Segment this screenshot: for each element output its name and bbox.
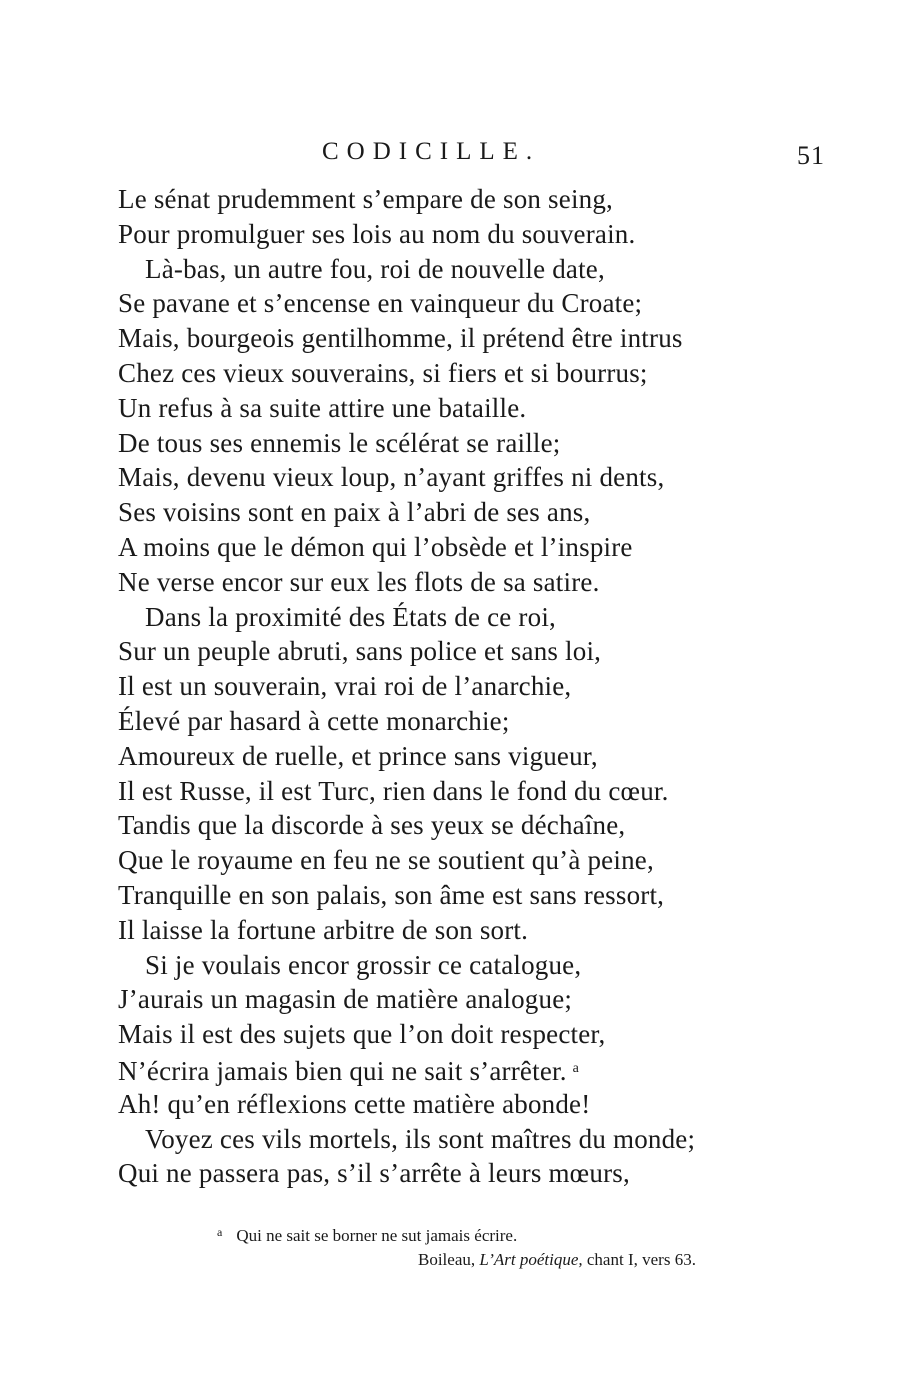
verse-line-text: Mais, devenu vieux loup, n’ayant griffes ni dents,: [118, 462, 665, 493]
verse-line: [118, 808, 798, 843]
verse-line-text: Il est un souverain, vrai roi de l’anarchie,: [118, 671, 572, 702]
footnote-source-author: Boileau,: [418, 1250, 476, 1269]
verse-line-text: Mais, bourgeois gentilhomme, il prétend être intrus: [118, 323, 683, 354]
verse-line: [118, 1087, 798, 1122]
verse-body: [118, 182, 798, 1191]
footnote-text: Qui ne sait se borner ne sut jamais écrire.: [236, 1226, 518, 1245]
verse-line: [118, 286, 798, 321]
verse-line: [118, 913, 798, 948]
verse-line-text: Ne verse encor sur eux les flots de sa satire.: [118, 566, 600, 597]
verse-line: [118, 252, 798, 287]
verse-line-text: Élevé par hasard à cette monarchie;: [118, 705, 510, 736]
verse-line: [118, 391, 798, 426]
verse-line-text: Qui ne passera pas, s’il s’arrête à leurs mœurs,: [118, 1158, 630, 1189]
verse-line-text: A moins que le démon qui l’obsède et l’inspire: [118, 531, 633, 562]
verse-line-text: J’aurais un magasin de matière analogue;: [118, 984, 573, 1015]
verse-line-text: De tous ses ennemis le scélérat se raille;: [118, 427, 561, 458]
footnote-marker: a: [572, 1060, 580, 1076]
verse-line: [118, 321, 798, 356]
verse-line: [118, 739, 798, 774]
running-head: [0, 132, 900, 172]
verse-line-text: Voyez ces vils mortels, ils sont maîtres du monde;: [145, 1123, 696, 1154]
verse-line: [118, 948, 798, 983]
verse-line: [118, 634, 798, 669]
verse-line: [118, 704, 798, 739]
verse-line: [118, 1156, 798, 1191]
verse-line: [118, 669, 798, 704]
verse-line: [118, 565, 798, 600]
footnote-letter: a: [217, 1225, 223, 1239]
footnote-source-location: chant I, vers 63.: [586, 1250, 696, 1269]
footnote-source: [418, 1248, 696, 1272]
verse-line: [118, 530, 798, 565]
running-title: CODICILLE.: [322, 138, 541, 165]
verse-line-text: Pour promulguer ses lois au nom du souverain.: [118, 218, 636, 249]
verse-line: [118, 600, 798, 635]
verse-line-text: Chez ces vieux souverains, si fiers et si bourrus;: [118, 357, 648, 388]
verse-line: [118, 217, 798, 252]
verse-line-text: Tranquille en son palais, son âme est sans ressort,: [118, 879, 665, 910]
verse-line: [118, 774, 798, 809]
verse-line-text: Là-bas, un autre fou, roi de nouvelle date,: [145, 253, 605, 284]
verse-line-text: Ses voisins sont en paix à l’abri de ses ans,: [118, 497, 591, 528]
verse-line-text: Mais il est des sujets que l’on doit respecter,: [118, 1019, 606, 1050]
verse-line: [118, 878, 798, 913]
verse-line-text: Amoureux de ruelle, et prince sans vigueur,: [118, 740, 598, 771]
verse-line-text: Un refus à sa suite attire une bataille.: [118, 392, 527, 423]
verse-line: [118, 1122, 798, 1157]
verse-line: [118, 1052, 798, 1087]
verse-line-text: Tandis que la discorde à ses yeux se déchaîne,: [118, 810, 626, 841]
verse-line-text: Sur un peuple abruti, sans police et sans loi,: [118, 636, 602, 667]
verse-line: [118, 843, 798, 878]
verse-line: [118, 982, 798, 1017]
verse-line: [118, 426, 798, 461]
verse-line: [118, 356, 798, 391]
verse-line-text: Il est Russe, il est Turc, rien dans le fond du cœur.: [118, 775, 669, 806]
verse-line-text: Le sénat prudemment s’empare de son seing,: [118, 184, 613, 214]
verse-line: [118, 1017, 798, 1052]
verse-line-text: N’écrira jamais bien qui ne sait s’arrêter.: [118, 1055, 567, 1086]
verse-line-text: Si je voulais encor grossir ce catalogue,: [145, 949, 582, 980]
footnote-source-work: L’Art poétique,: [479, 1250, 583, 1269]
verse-line-text: Que le royaume en feu ne se soutient qu’à peine,: [118, 845, 654, 876]
verse-line-text: Il laisse la fortune arbitre de son sort.: [118, 914, 529, 945]
verse-line-text: Ah! qu’en réflexions cette matière abonde!: [118, 1088, 591, 1119]
verse-line: [118, 182, 798, 217]
verse-line: [118, 460, 798, 495]
footnote-quote: [217, 1220, 517, 1248]
verse-line-text: Dans la proximité des États de ce roi,: [145, 601, 556, 632]
verse-line-text: Se pavane et s’encense en vainqueur du Croate;: [118, 288, 643, 319]
page-number: 51: [797, 141, 825, 170]
verse-line: [118, 495, 798, 530]
